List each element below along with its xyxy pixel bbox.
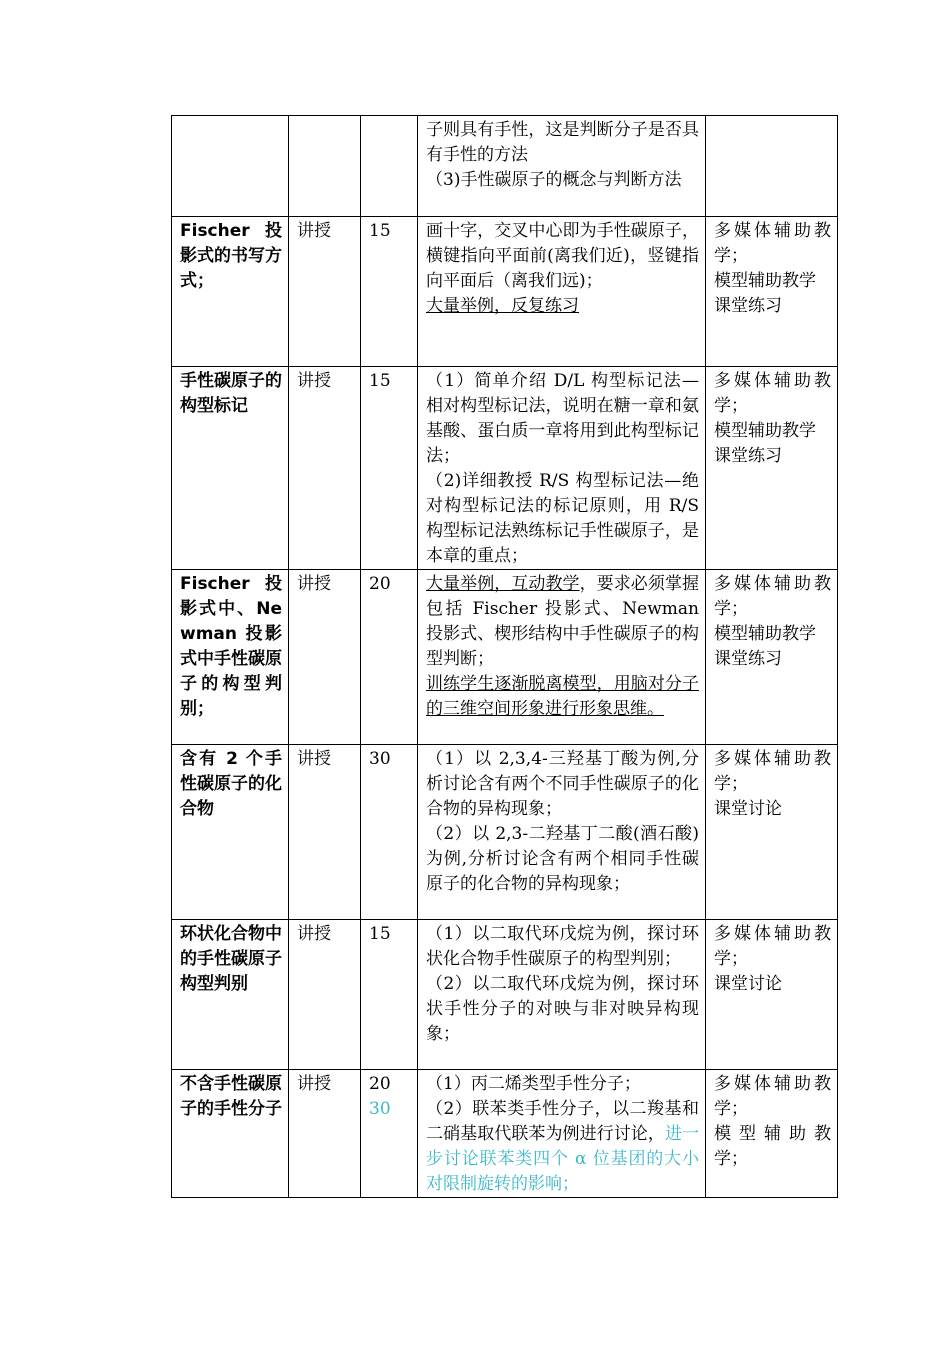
time-text: 15 [369,924,391,944]
topic-text: 环状化合物中的手性碳原子构型判别 [180,924,282,994]
time-revised-text: 30 [369,1099,391,1119]
means-text: 课堂练习 [714,649,782,669]
topic-cell [172,367,289,570]
content-text: 进一步讨论联苯类四个 α 位基团的大小对限制旋转的影响； [426,1124,700,1194]
topic-text: Fischer 投影式中、Newman 投影式中手性碳原子的构型判别； [180,574,282,719]
content-text: （2）以二取代环戊烷为例，探讨环状手性分子的对映与非对映异构现象； [426,974,699,1044]
means-text: 模型辅助教学 [714,624,816,644]
method-cell [289,920,361,1070]
content-text: （1）丙二烯类型手性分子； [426,1074,641,1094]
content-text: ，要求必须掌握包括 Fischer 投影式、Newman 投影式、楔形结构中手性碳原子的构型判断； [426,574,700,669]
content-cell [418,920,706,1070]
time-cell [361,116,418,217]
table-row [172,367,838,570]
content-text: （2）以 2,3-二羟基丁二酸(酒石酸)为例,分析讨论含有两个相同手性碳原子的化合物的异构现象； [426,824,699,894]
means-cell [706,570,838,745]
means-text: 模型辅助教学； [714,1124,831,1169]
time-text: 20 [369,1074,391,1094]
content-cell [418,367,706,570]
time-text: 15 [369,371,391,391]
content-text: （3)手性碳原子的概念与判断方法 [426,170,682,190]
method-text: 讲授 [297,924,331,944]
time-cell [361,1070,418,1198]
means-text: 模型辅助教学 [714,271,816,291]
means-text: 多媒体辅助教学； [714,574,831,619]
time-text: 30 [369,749,391,769]
table-row [172,920,838,1070]
content-text: （1）简单介绍 D/L 构型标记法—相对构型标记法，说明在糖一章和氨基酸、蛋白质一章将用到此构型标记法； [426,371,699,466]
time-text: 15 [369,221,391,241]
table-row [172,745,838,920]
content-text: 大量举例，互动教学 [426,574,580,594]
method-cell [289,217,361,367]
means-text: 多媒体辅助教学； [714,221,831,266]
means-text: 多媒体辅助教学； [714,371,831,416]
topic-cell [172,745,289,920]
method-cell [289,745,361,920]
topic-text: Fischer 投影式的书写方式； [180,221,282,291]
method-cell [289,1070,361,1198]
method-cell [289,570,361,745]
means-text: 多媒体辅助教学； [714,1074,831,1119]
content-text: （1）以二取代环戊烷为例，探讨环状化合物手性碳原子的构型判别； [426,924,699,969]
content-text: 画十字，交叉中心即为手性碳原子，横键指向平面前(离我们近)，竖键指向平面后（离我们远)； [426,221,699,291]
method-text: 讲授 [297,574,331,594]
content-text: （2）联苯类手性分子，以二羧基和二硝基取代联苯为例进行讨论， [426,1099,699,1144]
topic-cell [172,920,289,1070]
topic-text: 手性碳原子的构型标记 [180,371,282,416]
content-cell [418,217,706,367]
time-cell [361,570,418,745]
topic-cell [172,116,289,217]
method-text: 讲授 [297,749,331,769]
method-cell [289,116,361,217]
means-cell [706,920,838,1070]
topic-cell [172,570,289,745]
content-text: 子则具有手性，这是判断分子是否具有手性的方法 [426,120,699,165]
means-cell [706,217,838,367]
means-cell [706,116,838,217]
means-text: 课堂练习 [714,296,782,316]
means-text: 多媒体辅助教学； [714,749,831,794]
method-cell [289,367,361,570]
means-cell [706,367,838,570]
content-cell [418,1070,706,1198]
method-text: 讲授 [297,371,331,391]
means-text: 课堂讨论 [714,974,782,994]
content-text: （1）以 2,3,4-三羟基丁酸为例,分析讨论含有两个不同手性碳原子的化合物的异构现象； [426,749,699,819]
time-text: 20 [369,574,391,594]
table-row [172,116,838,217]
means-text: 课堂练习 [714,446,782,466]
topic-text: 含有 2 个手性碳原子的化合物 [180,749,282,819]
content-text: 大量举例，反复练习 [426,296,579,316]
content-cell [418,570,706,745]
means-text: 课堂讨论 [714,799,782,819]
topic-cell [172,1070,289,1198]
lesson-plan-body [172,116,838,1198]
means-cell [706,745,838,920]
means-cell [706,1070,838,1198]
time-cell [361,367,418,570]
table-row [172,1070,838,1198]
content-text: （2)详细教授 R/S 构型标记法—绝对构型标记法的标记原则，用 R/S 构型标记法熟练标记手性碳原子，是本章的重点； [426,471,699,566]
method-text: 讲授 [297,1074,331,1094]
content-cell [418,745,706,920]
content-cell [418,116,706,217]
content-text: 训练学生逐渐脱离模型，用脑对分子的三维空间形象进行形象思维。 [426,674,699,719]
time-cell [361,745,418,920]
topic-cell [172,217,289,367]
table-row [172,217,838,367]
table-row [172,570,838,745]
topic-text: 不含手性碳原子的手性分子 [180,1074,282,1119]
lesson-plan-table [171,115,838,1198]
method-text: 讲授 [297,221,331,241]
time-cell [361,217,418,367]
means-text: 模型辅助教学 [714,421,816,441]
means-text: 多媒体辅助教学； [714,924,831,969]
time-cell [361,920,418,1070]
